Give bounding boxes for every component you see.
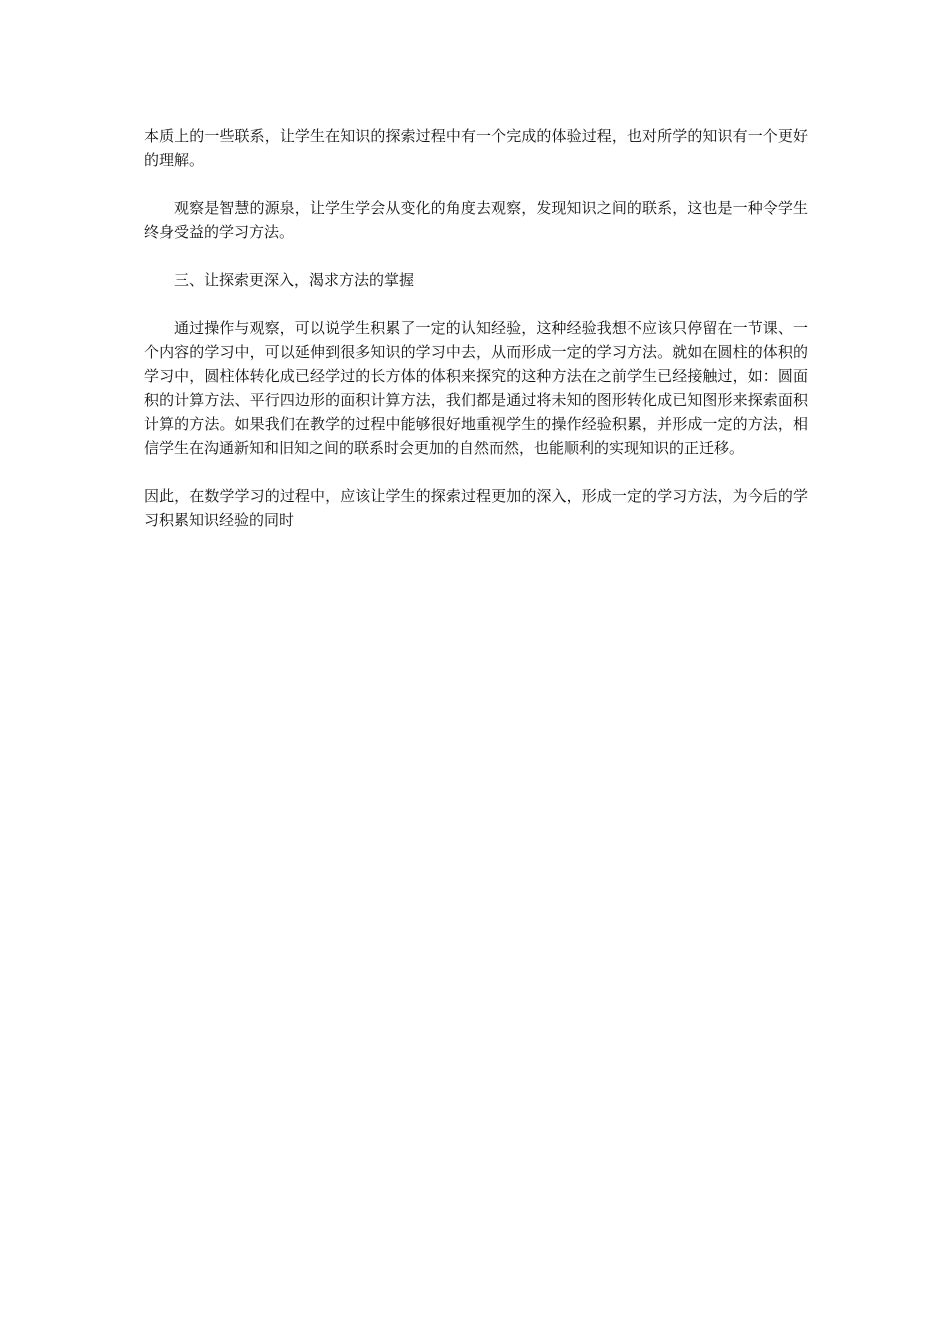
paragraph-gap (144, 460, 808, 484)
paragraph-observation: 观察是智慧的源泉，让学生学会从变化的角度去观察，发现知识之间的联系，这也是一种令学生终身受益的学习方法。 (144, 199, 808, 241)
section-heading: 三、让探索更深入，渴求方法的掌握 (174, 271, 415, 289)
paragraph-gap (144, 244, 808, 268)
paragraph-conclusion: 因此，在数学学习的过程中，应该让学生的探索过程更加的深入，形成一定的学习方法，为今后的学习积累知识经验的同时 (144, 487, 808, 529)
paragraph-continuation: 本质上的一些联系，让学生在知识的探索过程中有一个完成的体验过程，也对所学的知识有一个更好的理解。 (144, 127, 808, 169)
paragraph-method: 通过操作与观察，可以说学生积累了一定的认知经验，这种经验我想不应该只停留在一节课、一个内容的学习中，可以延伸到很多知识的学习中去，从而形成一定的学习方法。就如在圆柱的体积的学习中，圆柱体转化成已经学过的长方体的体积来探究的这种方法在之前学生已经接触过，如：圆面积的计算方法、平行四边形的面积计算方法，我们都是通过将未知的图形转化成已知图形来探索面积计算的方法。如果我们在教学的过程中能够很好地重视学生的操作经验积累，并形成一定的方法，相信学生在沟通新知和旧知之间的联系时会更加的自然而然，也能顺利的实现知识的正迁移。 (144, 319, 808, 457)
paragraph-gap (144, 292, 808, 316)
paragraph-gap (144, 172, 808, 196)
document-page (144, 124, 808, 532)
